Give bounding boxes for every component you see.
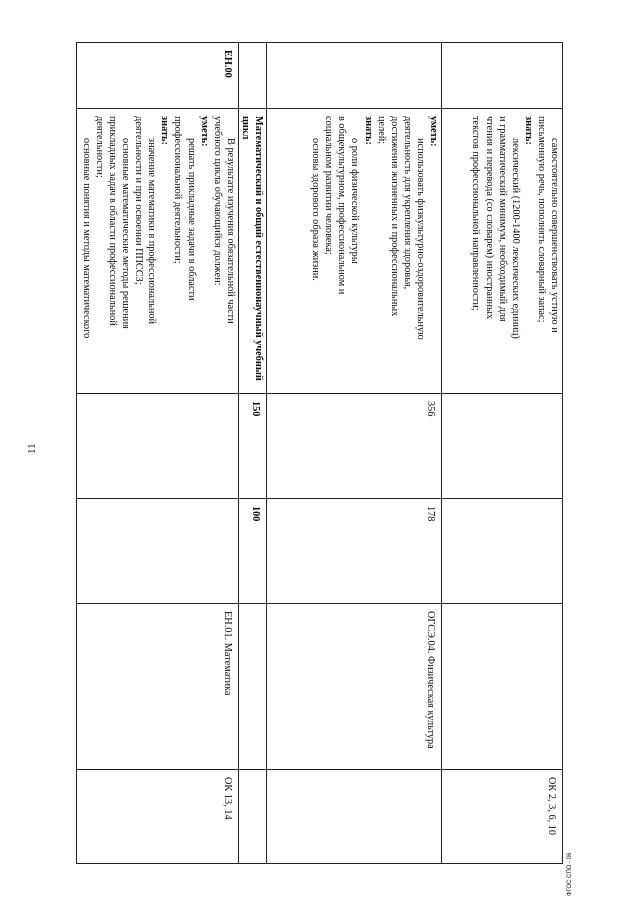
content-line: самостоятельно совершенствовать устную и — [549, 138, 560, 333]
total-hours-cell: 356 — [267, 394, 442, 499]
competencies-cell — [238, 770, 266, 864]
required-hours-cell: 178 — [267, 499, 442, 604]
row-content-cell — [267, 109, 442, 394]
required-hours-cell — [76, 499, 238, 604]
document-footer: ФГОС СПО - 06 — [567, 852, 573, 896]
rotated-table-wrapper — [79, 42, 563, 864]
page-number: 11 — [26, 443, 38, 454]
row-code-cell — [442, 43, 563, 109]
content-line: основные математические методы решения — [120, 138, 132, 329]
content-line: и грамматический минимум, необходимый для — [496, 116, 508, 322]
content-line: решать прикладные задачи в области — [185, 138, 197, 301]
required-hours-cell — [442, 499, 563, 604]
total-hours-cell — [76, 394, 238, 499]
competencies-cell — [267, 770, 442, 864]
content-line: В результате изучения обязательной части — [224, 138, 236, 324]
content-line: значение математики в профессиональной — [146, 138, 158, 325]
content-line: основные понятия и методы математического — [80, 138, 92, 339]
content-line: лексический (1200-1400 лексических единиц) — [509, 138, 521, 339]
content-line: достижения жизненных и профессиональных — [388, 116, 400, 317]
discipline-cell — [238, 604, 266, 770]
competencies-cell: ОК 13, 14 — [76, 770, 238, 864]
total-hours-cell: 150 — [238, 394, 266, 499]
content-line: профессиональной деятельности; — [172, 116, 184, 264]
content-line: целей; — [375, 116, 387, 145]
discipline-cell — [442, 604, 563, 770]
row-code-cell — [238, 43, 266, 109]
content-line: деятельности и при освоении ППССЗ; — [133, 116, 145, 285]
content-line: деятельность для укрепления здоровья, — [401, 116, 413, 290]
discipline-cell: ЕН.01. Математика — [76, 604, 238, 770]
content-line: текстов профессиональной направленности; — [470, 116, 482, 311]
row-content-cell — [442, 109, 563, 394]
content-line: уметь: — [198, 116, 210, 147]
row-content-cell — [76, 109, 238, 394]
table-row — [442, 43, 563, 864]
section-title-cell: Математический и общий естественнонаучный учебный цикл — [238, 109, 266, 394]
content-line: уметь: — [428, 116, 439, 147]
total-hours-cell — [442, 394, 563, 499]
content-line: чтения и перевода (со словарем) иностранных — [483, 116, 495, 320]
table-row — [267, 43, 442, 864]
curriculum-table — [76, 42, 563, 864]
required-hours-cell: 100 — [238, 499, 266, 604]
content-line: знать: — [362, 116, 374, 145]
content-line: знать: — [159, 116, 171, 145]
content-line: письменную речь, пополнять словарный запас; — [535, 116, 547, 323]
content-line: деятельности; — [93, 116, 105, 178]
content-line: прикладных задач в области профессиональной — [106, 116, 118, 326]
content-line: социальном развитии человека; — [323, 116, 335, 255]
content-line: основы здорового образа жизни. — [310, 138, 322, 281]
row-code-cell: ЕН.00 — [76, 43, 238, 109]
content-line: в общекультурном, профессиональном и — [336, 116, 348, 295]
content-line: использовать физкультурно-оздоровительную — [414, 138, 426, 340]
table-row — [238, 43, 266, 864]
content-line: знать: — [522, 116, 534, 145]
row-code-cell — [267, 43, 442, 109]
competencies-cell: ОК 2, 3, 6, 10 — [442, 770, 563, 864]
table-row — [76, 43, 238, 864]
discipline-cell: ОГСЭ.04. Физическая культура — [267, 604, 442, 770]
content-line: о роли физической культуры — [349, 138, 361, 264]
content-line: учебного цикла обучающийся должен: — [211, 116, 223, 286]
